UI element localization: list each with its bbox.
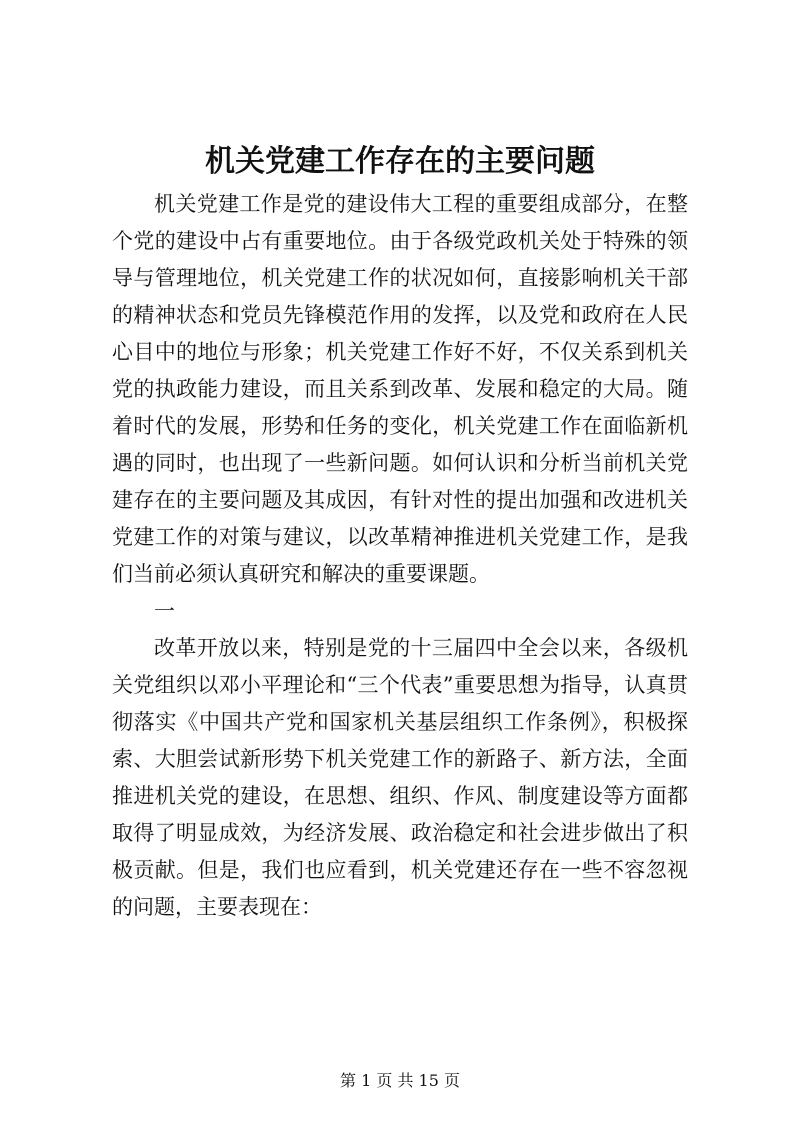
section-one-paragraph: 改革开放以来，特别是党的十三届四中全会以来，各级机关党组织以邓小平理论和“三个代表”重要思想为指导，认真贯彻落实《中国共产党和国家机关基层组织工作条例》，积极探索、大胆尝试新形势下机关党建工作的新路子、新方法，全面推进机关党的建设，在思想、组织、作风、制度建设等方面都取得了明显成效，为经济发展、政治稳定和社会进步做出了积极贡献。但是，我们也应看到，机关党建还存在一些不容忽视的问题，主要表现在：: [112, 636, 688, 919]
document-title: 机关党建工作存在的主要问题: [205, 144, 595, 179]
document-body: [112, 186, 688, 926]
page-footer: 第 1 页 共 15 页: [340, 1071, 460, 1090]
section-heading-one: 一: [154, 599, 175, 623]
intro-paragraph: 机关党建工作是党的建设伟大工程的重要组成部分，在整个党的建设中占有重要地位。由于各级党政机关处于特殊的领导与管理地位，机关党建工作的状况如何，直接影响机关干部的精神状态和党员先锋模范作用的发挥，以及党和政府在人民心目中的地位与形象；机关党建工作好不好，不仅关系到机关党的执政能力建设，而且关系到改革、发展和稳定的大局。随着时代的发展，形势和任务的变化，机关党建工作在面临新机遇的同时，也出现了一些新问题。如何认识和分析当前机关党建存在的主要问题及其成因，有针对性的提出加强和改进机关党建工作的对策与建议，以改革精神推进机关党建工作，是我们当前必须认真研究和解决的重要课题。: [112, 192, 688, 586]
